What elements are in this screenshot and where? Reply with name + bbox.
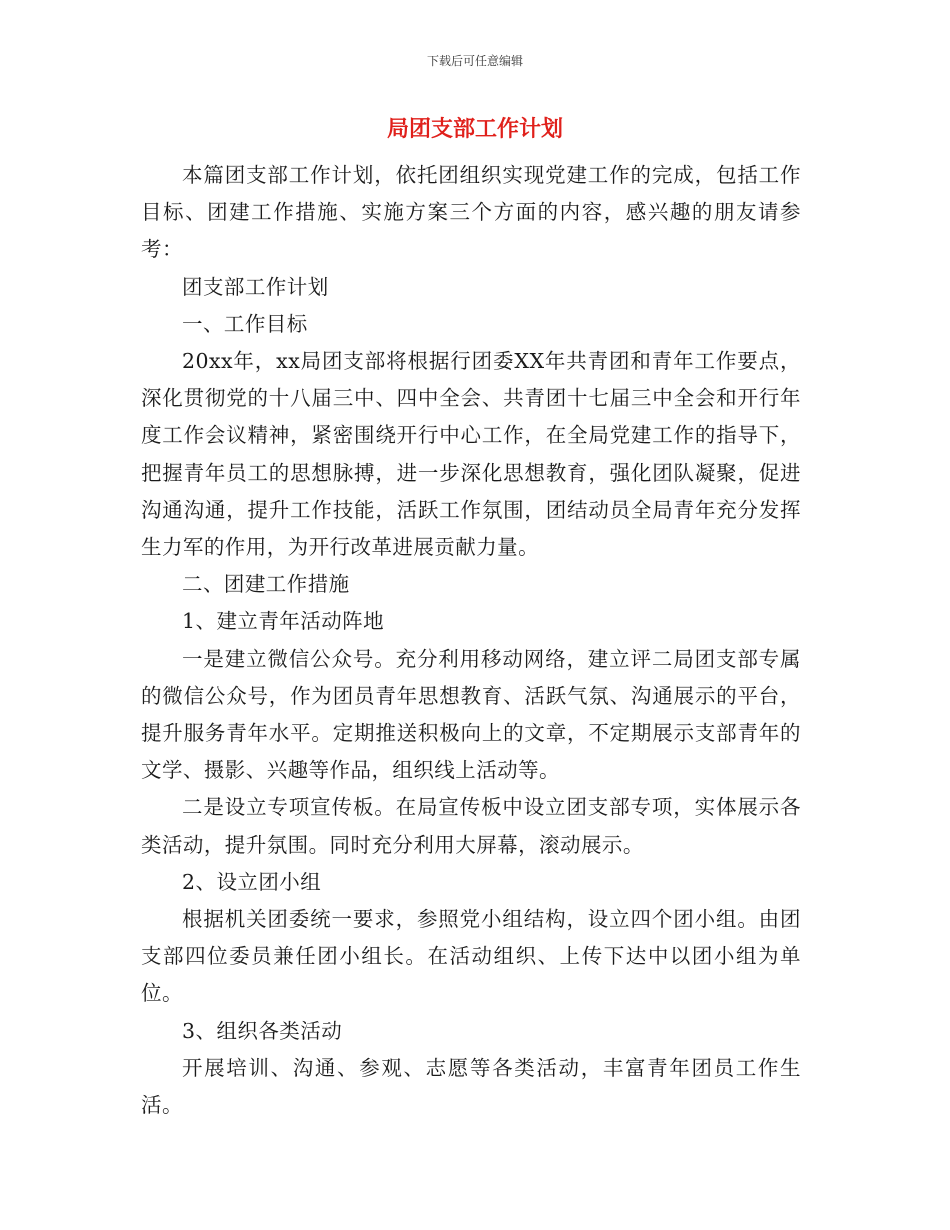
groups-paragraph: 根据机关团委统一要求，参照党小组结构，设立四个团小组。由团支部四位委员兼任团小组长。在活动组织、上传下达中以团小组为单位。 — [141, 907, 801, 1006]
subheading-groups: 2、设立团小组 — [182, 869, 322, 894]
subheading-activity-base: 1、建立青年活动阵地 — [182, 609, 385, 634]
wechat-paragraph: 一是建立微信公众号。充分利用移动网络，建立评二局团支部专属的微信公众号，作为团员青年思想教育、活跃气氛、沟通展示的平台，提升服务青年水平。定期推送积极向上的文章，不定期展示支部青年的文学、摄影、兴趣等作品，组织线上活动等。 — [141, 646, 801, 783]
intro-paragraph: 本篇团支部工作计划，依托团组织实现党建工作的完成，包括工作目标、团建工作措施、实施方案三个方面的内容，感兴趣的朋友请参考： — [141, 163, 801, 262]
activities-paragraph: 开展培训、沟通、参观、志愿等各类活动，丰富青年团员工作生活。 — [141, 1055, 801, 1118]
section-heading-measures: 二、团建工作措施 — [182, 572, 350, 597]
section-heading-plan: 团支部工作计划 — [182, 274, 329, 299]
document-title: 局团支部工作计划 — [386, 116, 563, 142]
subheading-activities: 3、组织各类活动 — [182, 1018, 343, 1043]
document-body — [141, 157, 801, 1124]
goals-paragraph: 20xx年，xx局团支部将根据行团委XX年共青团和青年工作要点，深化贯彻党的十八届三中、四中全会、共青团十七届三中全会和开行年度工作会议精神，紧密围绕开行中心工作，在全局党建工作的指导下，把握青年员工的思想脉搏，进一步深化思想教育，强化团队凝聚，促进沟通沟通，提升工作技能，活跃工作氛围，团结动员全局青年充分发挥生力军的作用，为开行改革进展贡献力量。 — [141, 349, 801, 560]
header-note: 下载后可任意编辑 — [426, 54, 523, 68]
board-paragraph: 二是设立专项宣传板。在局宣传板中设立团支部专项，实体展示各类活动，提升氛围。同时充分利用大屏幕，滚动展示。 — [141, 795, 801, 857]
section-heading-goals: 一、工作目标 — [182, 311, 308, 336]
